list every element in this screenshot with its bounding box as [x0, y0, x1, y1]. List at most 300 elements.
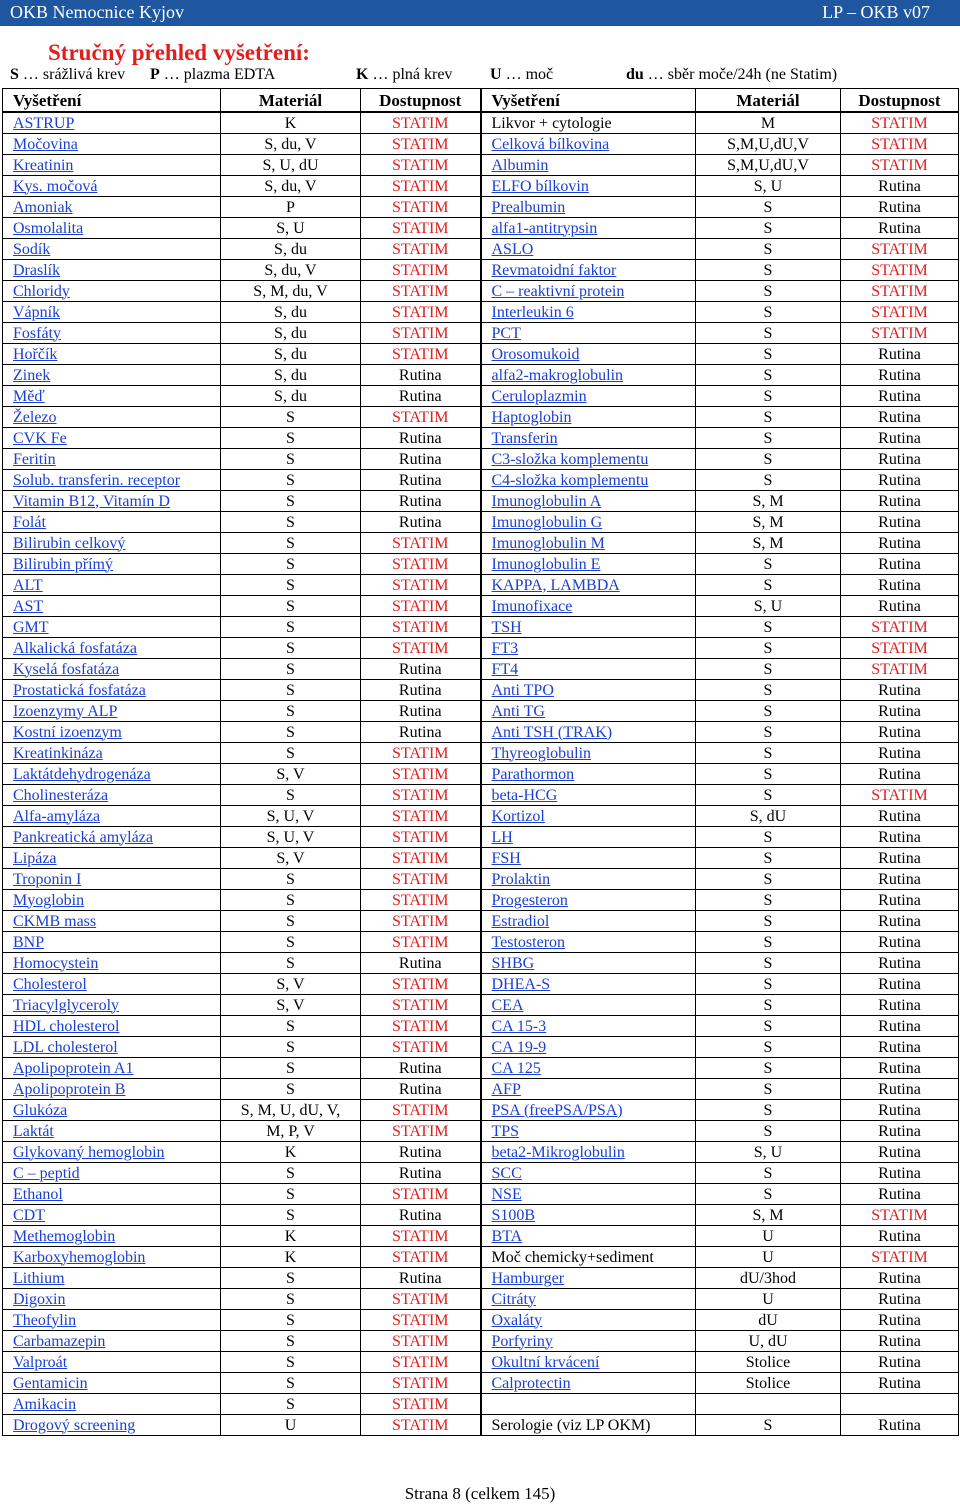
test-link[interactable]: LDL cholesterol	[13, 1038, 118, 1056]
test-name-cell	[481, 974, 696, 995]
availability-cell	[361, 617, 481, 638]
availability-value: Rutina	[878, 870, 921, 888]
test-link[interactable]: Osmolalita	[13, 219, 84, 237]
table-row	[3, 1247, 959, 1268]
legend-item-du: du … sběr moče/24h (ne Statim)	[626, 66, 838, 83]
material-value: S, U	[753, 177, 783, 195]
material-value: S, V	[276, 849, 305, 867]
material-value: K	[284, 1143, 297, 1161]
test-link[interactable]: S100B	[491, 1206, 536, 1224]
availability-cell	[361, 1205, 481, 1226]
material-cell	[696, 890, 841, 911]
availability-value: STATIM	[392, 1353, 449, 1371]
availability-cell	[361, 281, 481, 302]
availability-value: STATIM	[392, 639, 449, 657]
test-link[interactable]: Drogový screening	[13, 1416, 136, 1434]
test-link[interactable]: Fosfáty	[13, 324, 61, 342]
test-link[interactable]: Digoxin	[13, 1290, 66, 1308]
table-row	[3, 155, 959, 176]
test-link[interactable]: Folát	[13, 513, 46, 531]
test-name-cell	[3, 218, 221, 239]
availability-cell	[841, 1394, 959, 1415]
test-link[interactable]: alfa1-antitrypsin	[491, 219, 598, 237]
availability-value: Rutina	[878, 1059, 921, 1077]
test-link[interactable]: Ethanol	[13, 1185, 63, 1203]
material-cell	[221, 470, 361, 491]
availability-cell	[361, 575, 481, 596]
test-name-cell	[3, 1163, 221, 1184]
test-link[interactable]: Kreatinin	[13, 156, 74, 174]
material-value: S	[286, 597, 295, 615]
availability-cell	[361, 533, 481, 554]
material-value: S	[286, 1374, 295, 1392]
material-cell	[221, 953, 361, 974]
availability-cell	[841, 575, 959, 596]
test-link[interactable]: SHBG	[491, 954, 535, 972]
material-cell	[696, 1142, 841, 1163]
test-link[interactable]: Anti TG	[491, 702, 545, 720]
test-link[interactable]: Myoglobin	[13, 891, 85, 909]
test-name-cell	[3, 890, 221, 911]
availability-value: STATIM	[392, 996, 449, 1014]
material-value: U	[284, 1416, 297, 1434]
availability-cell	[841, 1184, 959, 1205]
table-row	[3, 848, 959, 869]
test-link[interactable]: Transferin	[491, 429, 558, 447]
test-link[interactable]: BTA	[491, 1227, 523, 1245]
material-cell	[696, 239, 841, 260]
availability-value: Rutina	[878, 1290, 921, 1308]
availability-value: Rutina	[878, 1374, 921, 1392]
test-name-cell	[481, 596, 696, 617]
test-link[interactable]: AST	[13, 597, 44, 615]
test-link[interactable]: LH	[491, 828, 513, 846]
material-cell	[696, 722, 841, 743]
material-cell	[221, 596, 361, 617]
material-value: S, M	[752, 534, 784, 552]
test-name-cell	[481, 112, 696, 134]
availability-value: STATIM	[392, 198, 449, 216]
table-row	[3, 1163, 959, 1184]
test-link[interactable]: Orosomukoid	[491, 345, 580, 363]
material-cell	[696, 911, 841, 932]
test-name-cell	[3, 722, 221, 743]
test-link[interactable]: PSA (freePSA/PSA)	[491, 1101, 623, 1119]
material-value: S	[286, 1164, 295, 1182]
availability-value: Rutina	[878, 1080, 921, 1098]
table-row	[3, 470, 959, 491]
test-link[interactable]: Draslík	[13, 261, 61, 279]
material-value: S	[763, 1017, 773, 1035]
test-link[interactable]: Parathormon	[491, 765, 575, 783]
test-link[interactable]: FT3	[491, 639, 519, 657]
test-link[interactable]: Apolipoprotein B	[13, 1080, 126, 1098]
availability-value: Rutina	[878, 744, 921, 762]
test-link[interactable]: Anti TPO	[491, 681, 554, 699]
material-cell	[696, 491, 841, 512]
availability-value: Rutina	[878, 1101, 921, 1119]
availability-cell	[361, 1394, 481, 1415]
test-name-cell	[3, 155, 221, 176]
test-link[interactable]: Ceruloplazmin	[491, 387, 587, 405]
test-link[interactable]: Cholesterol	[13, 975, 87, 993]
availability-value: STATIM	[871, 618, 928, 636]
availability-cell	[841, 806, 959, 827]
test-link[interactable]: beta2-Mikroglobulin	[491, 1143, 625, 1161]
availability-value: STATIM	[392, 1416, 449, 1434]
test-name-cell	[481, 491, 696, 512]
material-cell	[696, 617, 841, 638]
availability-cell	[841, 995, 959, 1016]
test-link[interactable]: Triacylglyceroly	[13, 996, 120, 1014]
test-link[interactable]: CEA	[491, 996, 524, 1014]
test-link[interactable]: Prealbumin	[491, 198, 566, 216]
test-link[interactable]: Gentamicin	[13, 1374, 88, 1392]
column-header: Vyšetření	[3, 89, 221, 113]
test-name-cell	[3, 1100, 221, 1121]
test-link[interactable]: Měď	[13, 387, 45, 405]
test-name-cell	[3, 953, 221, 974]
material-cell	[696, 1226, 841, 1247]
test-link[interactable]: Anti TSH (TRAK)	[491, 723, 613, 741]
test-link[interactable]: Laktát	[13, 1122, 54, 1140]
material-cell	[696, 155, 841, 176]
test-link[interactable]: Valproát	[13, 1353, 68, 1371]
test-name-cell	[3, 974, 221, 995]
test-link[interactable]: Amikacin	[13, 1395, 77, 1413]
availability-cell	[841, 134, 959, 155]
test-link[interactable]: Močovina	[13, 135, 78, 153]
availability-cell	[841, 1142, 959, 1163]
test-link[interactable]: Vitamin B12, Vitamín D	[13, 492, 170, 510]
test-link[interactable]: AFP	[491, 1080, 521, 1098]
test-link[interactable]: Homocystein	[13, 954, 99, 972]
test-link[interactable]: Celková bílkovina	[491, 135, 610, 153]
material-cell	[221, 533, 361, 554]
test-link[interactable]: Oxaláty	[491, 1311, 543, 1329]
availability-cell	[361, 806, 481, 827]
availability-cell	[841, 197, 959, 218]
test-name-cell	[3, 680, 221, 701]
test-link[interactable]: Hamburger	[491, 1269, 565, 1287]
test-link[interactable]: Glykovaný hemoglobin	[13, 1143, 165, 1161]
availability-cell	[841, 112, 959, 134]
test-link[interactable]: Imunofixace	[491, 597, 573, 615]
material-cell	[221, 344, 361, 365]
availability-value: Rutina	[878, 1143, 921, 1161]
test-link[interactable]: Vápník	[13, 303, 61, 321]
table-row	[3, 974, 959, 995]
test-link[interactable]: Methemoglobin	[13, 1227, 116, 1245]
material-cell	[221, 1331, 361, 1352]
test-link[interactable]: Izoenzymy ALP	[13, 702, 118, 720]
test-link[interactable]: ELFO bílkovin	[491, 177, 589, 195]
test-link[interactable]: C3-složka komplementu	[491, 450, 649, 468]
table-row	[3, 1016, 959, 1037]
material-value: S	[763, 660, 773, 678]
test-link[interactable]: C – reaktivní protein	[491, 282, 625, 300]
test-name-cell	[481, 911, 696, 932]
table-row	[3, 1079, 959, 1100]
test-link[interactable]: Sodík	[13, 240, 51, 258]
test-name-cell	[481, 932, 696, 953]
material-value: S, du	[274, 303, 307, 321]
test-link[interactable]: Okultní krvácení	[491, 1353, 600, 1371]
test-link[interactable]: Imunoglobulin E	[491, 555, 601, 573]
test-link[interactable]: Kortizol	[491, 807, 545, 825]
test-link[interactable]: DHEA-S	[491, 975, 551, 993]
material-cell	[696, 743, 841, 764]
availability-cell	[841, 218, 959, 239]
material-value: S	[286, 1269, 295, 1287]
material-value: S	[763, 954, 773, 972]
availability-value: Rutina	[398, 387, 442, 405]
test-link[interactable]: beta-HCG	[491, 786, 558, 804]
test-link[interactable]: Thyreoglobulin	[491, 744, 592, 762]
test-link[interactable]: Revmatoidní faktor	[491, 261, 617, 279]
test-link[interactable]: Feritin	[13, 450, 56, 468]
availability-value: Rutina	[398, 1269, 442, 1287]
test-name-cell	[3, 134, 221, 155]
availability-cell	[841, 491, 959, 512]
test-link[interactable]: Karboxyhemoglobin	[13, 1248, 146, 1266]
material-value: S	[763, 471, 773, 489]
availability-value: Rutina	[878, 1122, 921, 1140]
test-link[interactable]: FSH	[491, 849, 521, 867]
availability-cell	[841, 1163, 959, 1184]
test-link[interactable]: Testosteron	[491, 933, 566, 951]
material-value: S	[286, 618, 295, 636]
table-row	[3, 344, 959, 365]
test-link[interactable]: GMT	[13, 618, 49, 636]
availability-value: Rutina	[878, 555, 921, 573]
test-link[interactable]: CA 19-9	[491, 1038, 547, 1056]
test-link[interactable]: Kys. močová	[13, 177, 98, 195]
test-name-cell	[481, 1268, 696, 1289]
availability-cell	[841, 281, 959, 302]
availability-cell	[361, 428, 481, 449]
test-link[interactable]: Alfa-amyláza	[13, 807, 101, 825]
test-link[interactable]: Porfyriny	[491, 1332, 553, 1350]
table-row	[3, 932, 959, 953]
material-cell	[696, 1331, 841, 1352]
test-link[interactable]: Troponin I	[13, 870, 82, 888]
material-cell	[221, 1247, 361, 1268]
availability-cell	[841, 1037, 959, 1058]
test-link[interactable]: NSE	[491, 1185, 522, 1203]
material-cell	[696, 302, 841, 323]
availability-value: Rutina	[878, 933, 921, 951]
test-link[interactable]: Hořčík	[13, 345, 58, 363]
availability-cell	[841, 1331, 959, 1352]
test-link[interactable]: SCC	[491, 1164, 522, 1182]
table-row	[3, 512, 959, 533]
availability-value: Rutina	[878, 1017, 921, 1035]
material-cell	[221, 1037, 361, 1058]
test-link[interactable]: Solub. transferin. receptor	[13, 471, 181, 489]
table-row	[3, 1394, 959, 1415]
test-link[interactable]: C4-složka komplementu	[491, 471, 649, 489]
test-name-cell	[3, 785, 221, 806]
test-link[interactable]: Bilirubin přímý	[13, 555, 113, 573]
material-cell	[221, 491, 361, 512]
test-name-cell	[3, 1268, 221, 1289]
material-cell	[696, 1415, 841, 1436]
test-link[interactable]: Železo	[13, 408, 57, 426]
material-value: S	[763, 912, 773, 930]
material-value: K	[284, 1227, 297, 1245]
test-link[interactable]: CA 125	[491, 1059, 541, 1077]
test-link[interactable]: Kreatinkináza	[13, 744, 103, 762]
availability-value: Rutina	[878, 1353, 921, 1371]
test-link[interactable]: Chloridy	[13, 282, 70, 300]
test-name-cell	[481, 995, 696, 1016]
test-link[interactable]: TSH	[491, 618, 522, 636]
test-link[interactable]: CVK Fe	[13, 429, 67, 447]
test-link[interactable]: Imunoglobulin A	[491, 492, 602, 510]
test-link[interactable]: Cholinesteráza	[13, 786, 109, 804]
availability-cell	[361, 701, 481, 722]
material-value: S, M	[752, 513, 784, 531]
availability-value: Rutina	[398, 513, 442, 531]
test-link[interactable]: Albumin	[491, 156, 549, 174]
test-link[interactable]: Glukóza	[13, 1101, 68, 1119]
header-right: LP – OKB v07	[822, 2, 930, 22]
availability-cell	[841, 785, 959, 806]
test-link[interactable]: ASLO	[491, 240, 534, 258]
test-link[interactable]: HDL cholesterol	[13, 1017, 120, 1035]
material-cell	[221, 554, 361, 575]
test-link[interactable]: Prolaktin	[491, 870, 551, 888]
test-link[interactable]: Lithium	[13, 1269, 65, 1287]
test-link[interactable]: ASTRUP	[13, 114, 75, 132]
page-footer: Strana 8 (celkem 145)	[404, 1484, 556, 1503]
test-name-cell	[481, 953, 696, 974]
material-value: S, V	[276, 765, 305, 783]
test-name-cell	[3, 112, 221, 134]
test-link[interactable]: Kyselá fosfatáza	[13, 660, 120, 678]
material-cell	[696, 953, 841, 974]
availability-cell	[361, 1226, 481, 1247]
availability-cell	[361, 953, 481, 974]
test-link[interactable]: Apolipoprotein A1	[13, 1059, 134, 1077]
test-name-cell	[3, 386, 221, 407]
test-link[interactable]: Imunoglobulin G	[491, 513, 603, 531]
test-link[interactable]: Bilirubin celkový	[13, 534, 126, 552]
test-name-cell	[3, 1226, 221, 1247]
test-link[interactable]: KAPPA, LAMBDA	[491, 576, 620, 594]
test-name-cell	[481, 1037, 696, 1058]
test-link[interactable]: PCT	[491, 324, 521, 342]
test-link[interactable]: CKMB mass	[13, 912, 97, 930]
material-cell	[696, 1205, 841, 1226]
test-label: Serologie (viz LP OKM)	[491, 1416, 651, 1434]
availability-value: STATIM	[392, 261, 449, 279]
availability-cell	[841, 1205, 959, 1226]
test-link[interactable]: Carbamazepin	[13, 1332, 106, 1350]
availability-value: STATIM	[392, 1395, 449, 1413]
test-link[interactable]: CA 15-3	[491, 1017, 547, 1035]
test-name-cell	[3, 491, 221, 512]
availability-cell	[361, 1373, 481, 1394]
material-value: S	[286, 408, 295, 426]
test-link[interactable]: FT4	[491, 660, 519, 678]
availability-value: STATIM	[392, 828, 449, 846]
availability-value: STATIM	[392, 1122, 449, 1140]
test-name-cell	[3, 1289, 221, 1310]
test-link[interactable]: Alkalická fosfatáza	[13, 639, 137, 657]
test-link[interactable]: alfa2-makroglobulin	[491, 366, 624, 384]
material-value: S, du	[274, 387, 307, 405]
availability-value: STATIM	[871, 324, 928, 342]
availability-cell	[841, 1016, 959, 1037]
availability-cell	[841, 617, 959, 638]
availability-cell	[361, 890, 481, 911]
test-link[interactable]: Imunoglobulin M	[491, 534, 605, 552]
availability-cell	[841, 596, 959, 617]
test-link[interactable]: Pankreatická amyláza	[13, 828, 153, 846]
material-cell	[696, 869, 841, 890]
availability-cell	[361, 974, 481, 995]
test-link[interactable]: Kostní izoenzym	[13, 723, 122, 741]
availability-value: Rutina	[398, 429, 442, 447]
material-cell	[221, 1373, 361, 1394]
table-row	[3, 134, 959, 155]
availability-cell	[841, 449, 959, 470]
material-value: S	[763, 891, 773, 909]
material-cell	[696, 848, 841, 869]
test-link[interactable]: Citráty	[491, 1290, 536, 1308]
material-cell	[221, 575, 361, 596]
test-link[interactable]: Laktátdehydrogenáza	[13, 765, 151, 783]
material-cell	[221, 743, 361, 764]
test-link[interactable]: Interleukin 6	[491, 303, 574, 321]
test-name-cell	[481, 197, 696, 218]
test-link[interactable]: Progesteron	[491, 891, 568, 909]
availability-cell	[841, 911, 959, 932]
availability-value: Rutina	[398, 450, 442, 468]
test-link[interactable]: Theofylin	[13, 1311, 77, 1329]
test-link[interactable]: BNP	[13, 933, 45, 951]
availability-value: STATIM	[392, 1017, 449, 1035]
test-link[interactable]: Lipáza	[13, 849, 57, 867]
availability-cell	[361, 680, 481, 701]
table-row	[3, 680, 959, 701]
availability-value: Rutina	[878, 1269, 921, 1287]
availability-cell	[841, 1289, 959, 1310]
test-name-cell	[481, 743, 696, 764]
test-link[interactable]: TPS	[491, 1122, 520, 1140]
material-cell	[696, 995, 841, 1016]
test-link[interactable]: ALT	[13, 576, 43, 594]
test-link[interactable]: Estradiol	[491, 912, 550, 930]
table-row	[3, 764, 959, 785]
test-link[interactable]: C – peptid	[13, 1164, 80, 1182]
test-link[interactable]: Haptoglobin	[491, 408, 572, 426]
test-link[interactable]: Prostatická fosfatáza	[13, 681, 146, 699]
availability-cell	[841, 1373, 959, 1394]
test-link[interactable]: CDT	[13, 1206, 45, 1224]
availability-value: STATIM	[871, 1206, 928, 1224]
availability-cell	[361, 197, 481, 218]
test-link[interactable]: Calprotectin	[491, 1374, 571, 1392]
availability-value: Rutina	[398, 1164, 442, 1182]
test-link[interactable]: Zinek	[13, 366, 51, 384]
table-row	[3, 1121, 959, 1142]
material-value: S,M,U,dU,V	[727, 135, 809, 153]
material-value: S	[286, 702, 295, 720]
test-link[interactable]: Amoniak	[13, 198, 73, 216]
